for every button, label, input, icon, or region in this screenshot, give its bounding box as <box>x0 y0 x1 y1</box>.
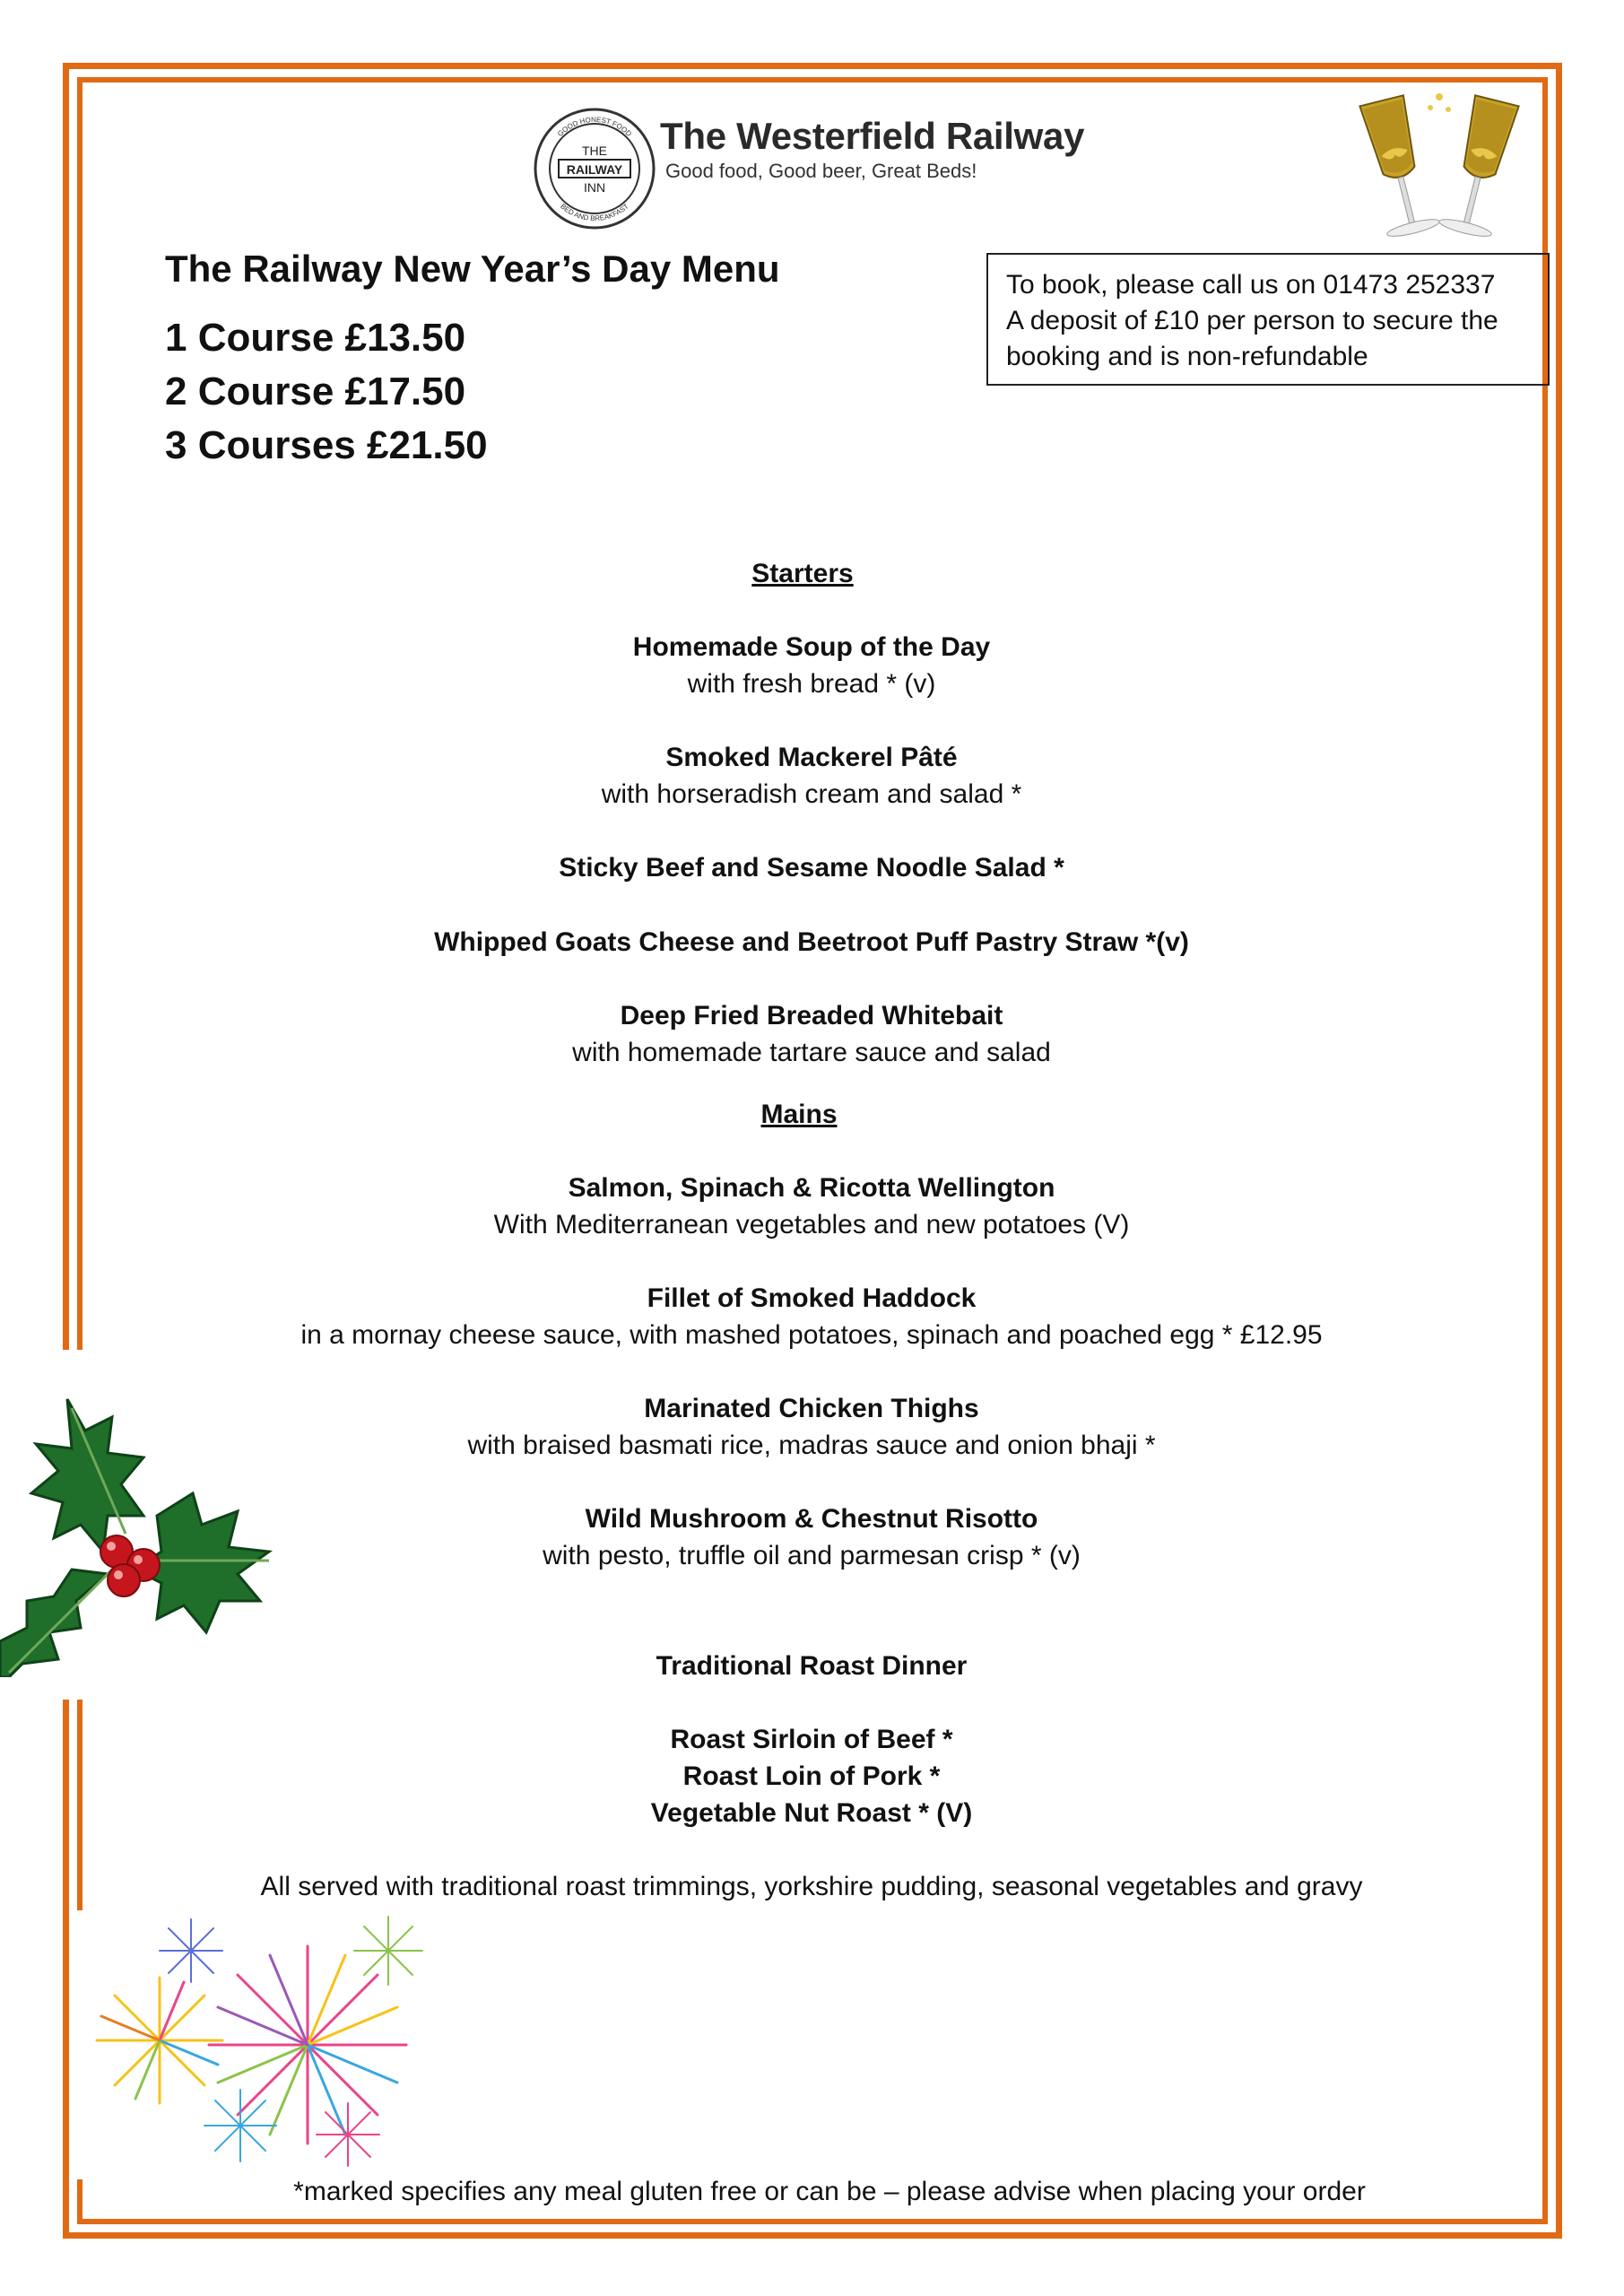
main-1-name: Salmon, Spinach & Ricotta Wellington <box>568 1173 1055 1203</box>
starter-5-name: Deep Fried Breaded Whitebait <box>620 1001 1003 1031</box>
fireworks-icon <box>79 1910 500 2179</box>
starter-2-name: Smoked Mackerel Pâté <box>665 743 958 772</box>
main-2-desc: in a mornay cheese sauce, with mashed potatoes, spinach and poached egg * £12.95 <box>300 1320 1323 1350</box>
main-4-name: Wild Mushroom & Chestnut Risotto <box>585 1504 1038 1534</box>
main-4-desc: with pesto, truffle oil and parmesan crisp * (v) <box>543 1541 1081 1570</box>
logo-ring-top: GOOD HONEST FOOD <box>556 115 633 138</box>
mains-heading: Mains <box>760 1100 838 1129</box>
starter-4-name: Whipped Goats Cheese and Beetroot Puff Pastry Straw *(v) <box>434 927 1189 957</box>
price-2-course: 2 Course £17.50 <box>165 370 466 413</box>
main-1-desc: With Mediterranean vegetables and new potatoes (V) <box>493 1210 1130 1239</box>
starter-1-name: Homemade Soup of the Day <box>632 632 991 662</box>
starters-heading: Starters <box>751 559 854 588</box>
roast-note: All served with traditional roast trimmings, yorkshire pudding, seasonal vegetables and gravy <box>260 1872 1363 1901</box>
logo-line2: RAILWAY <box>566 162 623 177</box>
logo-ring-bottom: BED AND BREAKFAST <box>559 202 630 223</box>
starter-2-desc: with horseradish cream and salad * <box>601 779 1022 809</box>
logo-line1: THE <box>582 144 607 158</box>
roast-heading: Traditional Roast Dinner <box>656 1651 968 1681</box>
roast-item-3: Vegetable Nut Roast * (V) <box>650 1798 973 1828</box>
booking-line-3: booking and is non-refundable <box>1006 342 1368 371</box>
logo-line3: INN <box>583 180 606 195</box>
booking-line-2: A deposit of £10 per person to secure the <box>1006 306 1498 335</box>
gluten-free-note: *marked specifies any meal gluten free or can be – please advise when placing your order <box>293 2177 1366 2206</box>
roast-item-2: Roast Loin of Pork * <box>682 1761 941 1791</box>
menu-title: The Railway New Year’s Day Menu <box>165 248 780 290</box>
price-3-courses: 3 Courses £21.50 <box>165 423 488 467</box>
starter-1-desc: with fresh bread * (v) <box>687 669 936 699</box>
roast-item-1: Roast Sirloin of Beef * <box>670 1725 953 1754</box>
starter-3-name: Sticky Beef and Sesame Noodle Salad * <box>559 853 1064 883</box>
brand-tagline: Good food, Good beer, Great Beds! <box>665 160 977 182</box>
price-1-course: 1 Course £13.50 <box>165 316 466 360</box>
main-2-name: Fillet of Smoked Haddock <box>647 1283 977 1313</box>
main-3-desc: with braised basmati rice, madras sauce and onion bhaji * <box>467 1431 1156 1460</box>
brand-name: The Westerfield Railway <box>660 115 1085 157</box>
starter-5-desc: with homemade tartare sauce and salad <box>572 1038 1051 1067</box>
holly-icon <box>0 1381 323 1677</box>
booking-line-1: To book, please call us on 01473 252337 <box>1006 270 1496 300</box>
main-3-name: Marinated Chicken Thighs <box>644 1394 979 1423</box>
